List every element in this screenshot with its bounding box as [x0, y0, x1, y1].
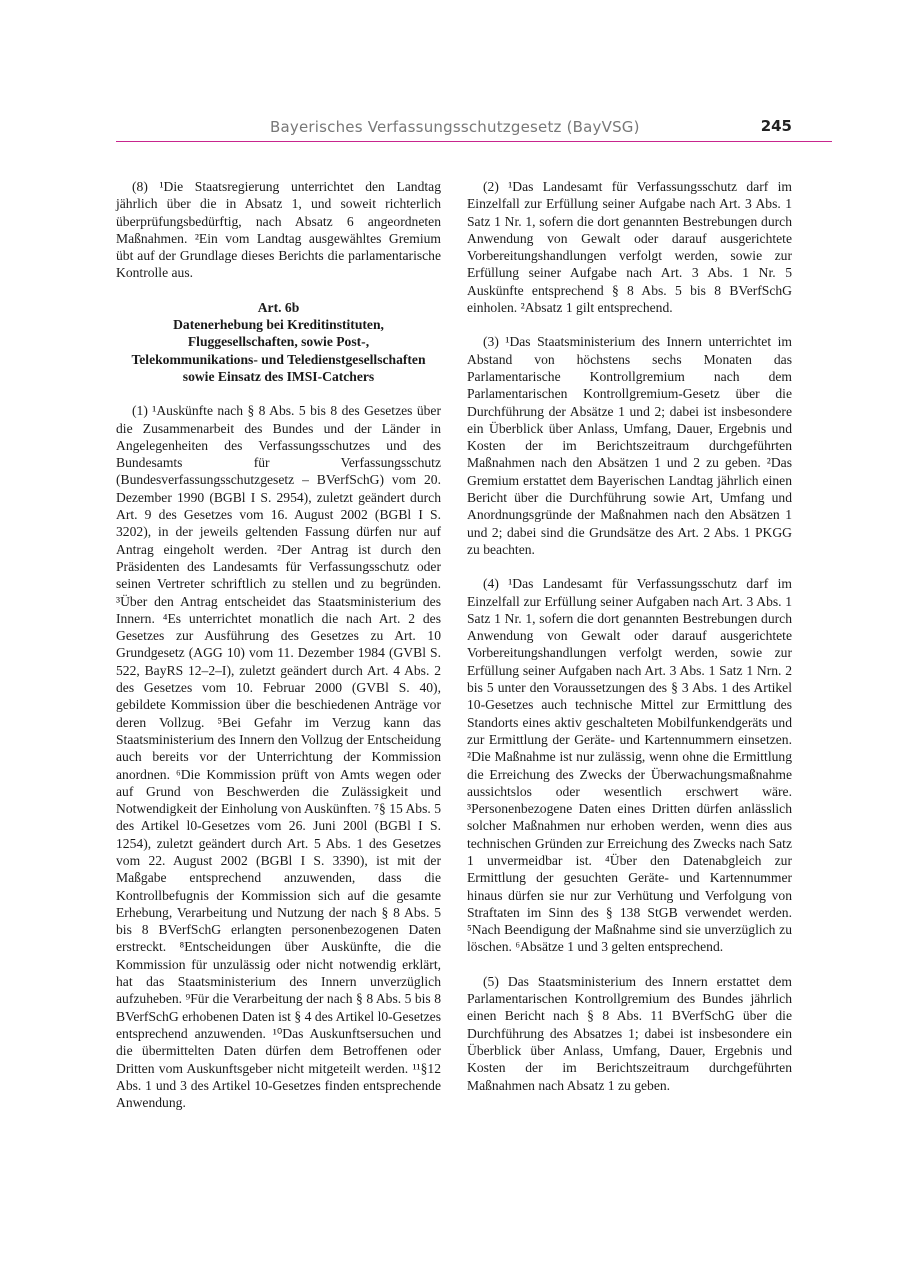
paragraph-1: (1) ¹Auskünfte nach § 8 Abs. 5 bis 8 des Gesetzes über die Zusammenarbeit des Bundes und der Länder in Angelegenheiten des Verfassungsschutzes und des Bundesamts für Verfassungsschutz (Bundesverfassungsschutzgesetz – BVerfSchG) vom 20. Dezember 1990 (BGBl I S. 2954), zuletzt geändert durch Art. 9 des Gesetzes vom 16. August 2002 (BGBl I S. 3202), in der jeweils geltenden Fassung dürfen nur auf Antrag eingeholt werden. ²Der Antrag ist durch den Präsidenten des Landesamts für Verfassungsschutz oder seinen Vertreter schriftlich zu stellen und zu begründen. ³Über den Antrag entscheidet das Staatsministerium des Innern. ⁴Es unterrichtet monatlich die nach Art. 2 des Gesetzes zur Ausführung des Gesetzes zu Art. 10 Grundgesetz (AGG 10) vom 11. Dezember 1984 (GVBl S. 522, BayRS 12–2–I), zuletzt geändert durch Art. 4 Abs. 2 des Gesetzes vom 10. Februar 2000 (GVBl S. 40), gebildete Kommission über die beschiedenen Anträge vor deren Vollzug. ⁵Bei Gefahr im Verzug kann das Staatsministerium des Innern den Vollzug der Entscheidung auch bereits vor der Unterrichtung der Kommission anordnen. ⁶Die Kommission prüft von Amts wegen oder auf Grund von Beschwerden die Zulässigkeit und Notwendigkeit der Einholung von Auskünften. ⁷§ 15 Abs. 5 des Artikel l0-Gesetzes vom 26. Juni 200l (BGBl I S. 1254), zuletzt geändert durch Art. 5 Abs. 1 des Gesetzes vom 22. August 2002 (BGBl I S. 3390), ist mit der Maßgabe entsprechend anzuwenden, dass die Kontrollbefugnis der Kommission sich auf die gesamte Erhebung, Verarbeitung und Nutzung der nach § 8 Abs. 5 bis 8 BVerfSchG erlangten personenbezogenen Daten erstreckt. ⁸Entscheidungen über Auskünfte, die die Kommission für unzulässig oder nicht notwendig erklärt, hat das Staatsministerium des Innern unverzüglich aufzuheben. ⁹Für die Verarbeitung der nach § 8 Abs. 5 bis 8 BVerfSchG erhobenen Daten ist § 4 des Artikel l0-Gesetzes entsprechend anzuwenden. ¹⁰Das Auskunftsersuchen und die übermittelten Daten dürfen dem Betroffenen oder Dritten vom Auskunftsgeber nicht mitgeteilt werden. ¹¹§12 Abs. 1 und 3 des Artikel 10-Gesetzes finden entsprechende Anwendung.	[116, 403, 441, 1111]
header-title: Bayerisches Verfassungsschutzgesetz (BayVSG)	[270, 118, 640, 136]
article-heading	[116, 299, 441, 385]
left-column	[116, 178, 441, 1128]
paragraph-4: (4) ¹Das Landesamt für Verfassungsschutz darf im Einzelfall zur Erfüllung seiner Aufgaben nach Art. 3 Abs. 1 Satz 1 Nr. 1, sofern die dort genannten Bestrebungen durch Anwendung von Gewalt oder darauf ausgerichtete Vorbereitungshandlungen verfolgt werden, sowie zur Erfüllung seiner Aufgaben nach Art. 3 Abs. 1 Satz 1 Nrn. 2 bis 5 unter den Voraussetzungen des § 3 Abs. 1 des Artikel 10-Gesetzes auch technische Mittel zur Ermittlung des Standorts eines aktiv geschalteten Mobilfunkendgeräts und zur Ermittlung der Geräte- und Kartennummern einsetzen. ²Die Maßnahme ist nur zulässig, wenn ohne die Ermittlung die Erreichung des Zwecks der Überwachungsmaßnahme aussichtslos oder wesentlich erschwert wäre. ³Personenbezogene Daten eines Dritten dürfen anlässlich solcher Maßnahmen nur erhoben werden, wenn dies aus technischen Gründen zur Erreichung des Zwecks nach Satz 1 unvermeidbar ist. ⁴Über den Datenabgleich zur Ermittlung der gesuchten Geräte- und Kartennummer hinaus dürfen sie nur zur Verhütung und Verfolgung von Straftaten im Sinn des § 138 StGB verwendet werden. ⁵Nach Beendigung der Maßnahme sind sie unverzüglich zu löschen. ⁶Absätze 1 und 3 gelten entsprechend.	[467, 576, 792, 955]
running-header	[116, 117, 832, 142]
paragraph-2: (2) ¹Das Landesamt für Verfassungsschutz darf im Einzelfall zur Erfüllung seiner Aufgabe nach Art. 3 Abs. 1 Satz 1 Nr. 1, sofern die dort genannten Bestrebungen durch Anwendung von Gewalt oder darauf ausgerichtete Vorbereitungshandlungen verfolgt werden, sowie zur Erfüllung seiner Aufgabe nach Art. 3 Abs. 1 Nr. 5 Auskünfte entsprechend § 8 Abs. 5 bis 8 BVerfSchG einholen. ²Absatz 1 gilt entsprechend.	[467, 179, 792, 316]
right-column	[467, 178, 792, 1111]
page-number: 245	[760, 117, 792, 135]
article-title: Datenerhebung bei Kreditinstituten, Fluggesellschaften, sowie Post-, Telekommunikations- und Teledienstgesellschaften sowie Einsatz des IMSI-Catchers	[131, 317, 426, 384]
paragraph-5: (5) Das Staatsministerium des Innern erstattet dem Parlamentarischen Kontrollgremium des Bundes jährlich einen Bericht nach § 8 Abs. 11 BVerfSchG über die Durchführung des Absatzes 1; dabei ist insbesondere ein Überblick über Anlass, Umfang, Dauer, Ergebnis und Kosten der im Berichtszeitraum durchgeführten Maßnahmen nach Absatz 1 zu geben.	[467, 973, 792, 1093]
paragraph-8: (8) ¹Die Staatsregierung unterrichtet den Landtag jährlich über die in Absatz 1, und soweit richterlich überprüfungsbedürftig, nach Absatz 6 angeordneten Maßnahmen. ²Ein vom Landtag ausgewähltes Gremium übt auf der Grundlage dieses Berichts die parlamentarische Kontrolle aus.	[116, 179, 441, 281]
paragraph-3: (3) ¹Das Staatsministerium des Innern unterrichtet im Abstand von höchstens sechs Monaten das Parlamentarische Kontrollgremium nach dem Parlamentarischen Kontrollgremium-Gesetz über die Durchführung der Absätze 1 und 2; dabei ist insbesondere ein Überblick über Anlass, Umfang, Dauer, Ergebnis und Kosten der im Berichtszeitraum durchgeführten Maßnahmen nach den Absätzen 1 und 2 zu geben. ²Das Gremium erstattet dem Bayerischen Landtag jährlich einen Bericht über die Durchführung sowie Art, Umfang und Anordnungsgründe der Maßnahmen nach den Absätzen 1 und 2; dabei sind die Grundsätze des Art. 2 Abs. 1 PKGG zu beachten.	[467, 334, 792, 557]
article-number: Art. 6b	[257, 299, 300, 315]
